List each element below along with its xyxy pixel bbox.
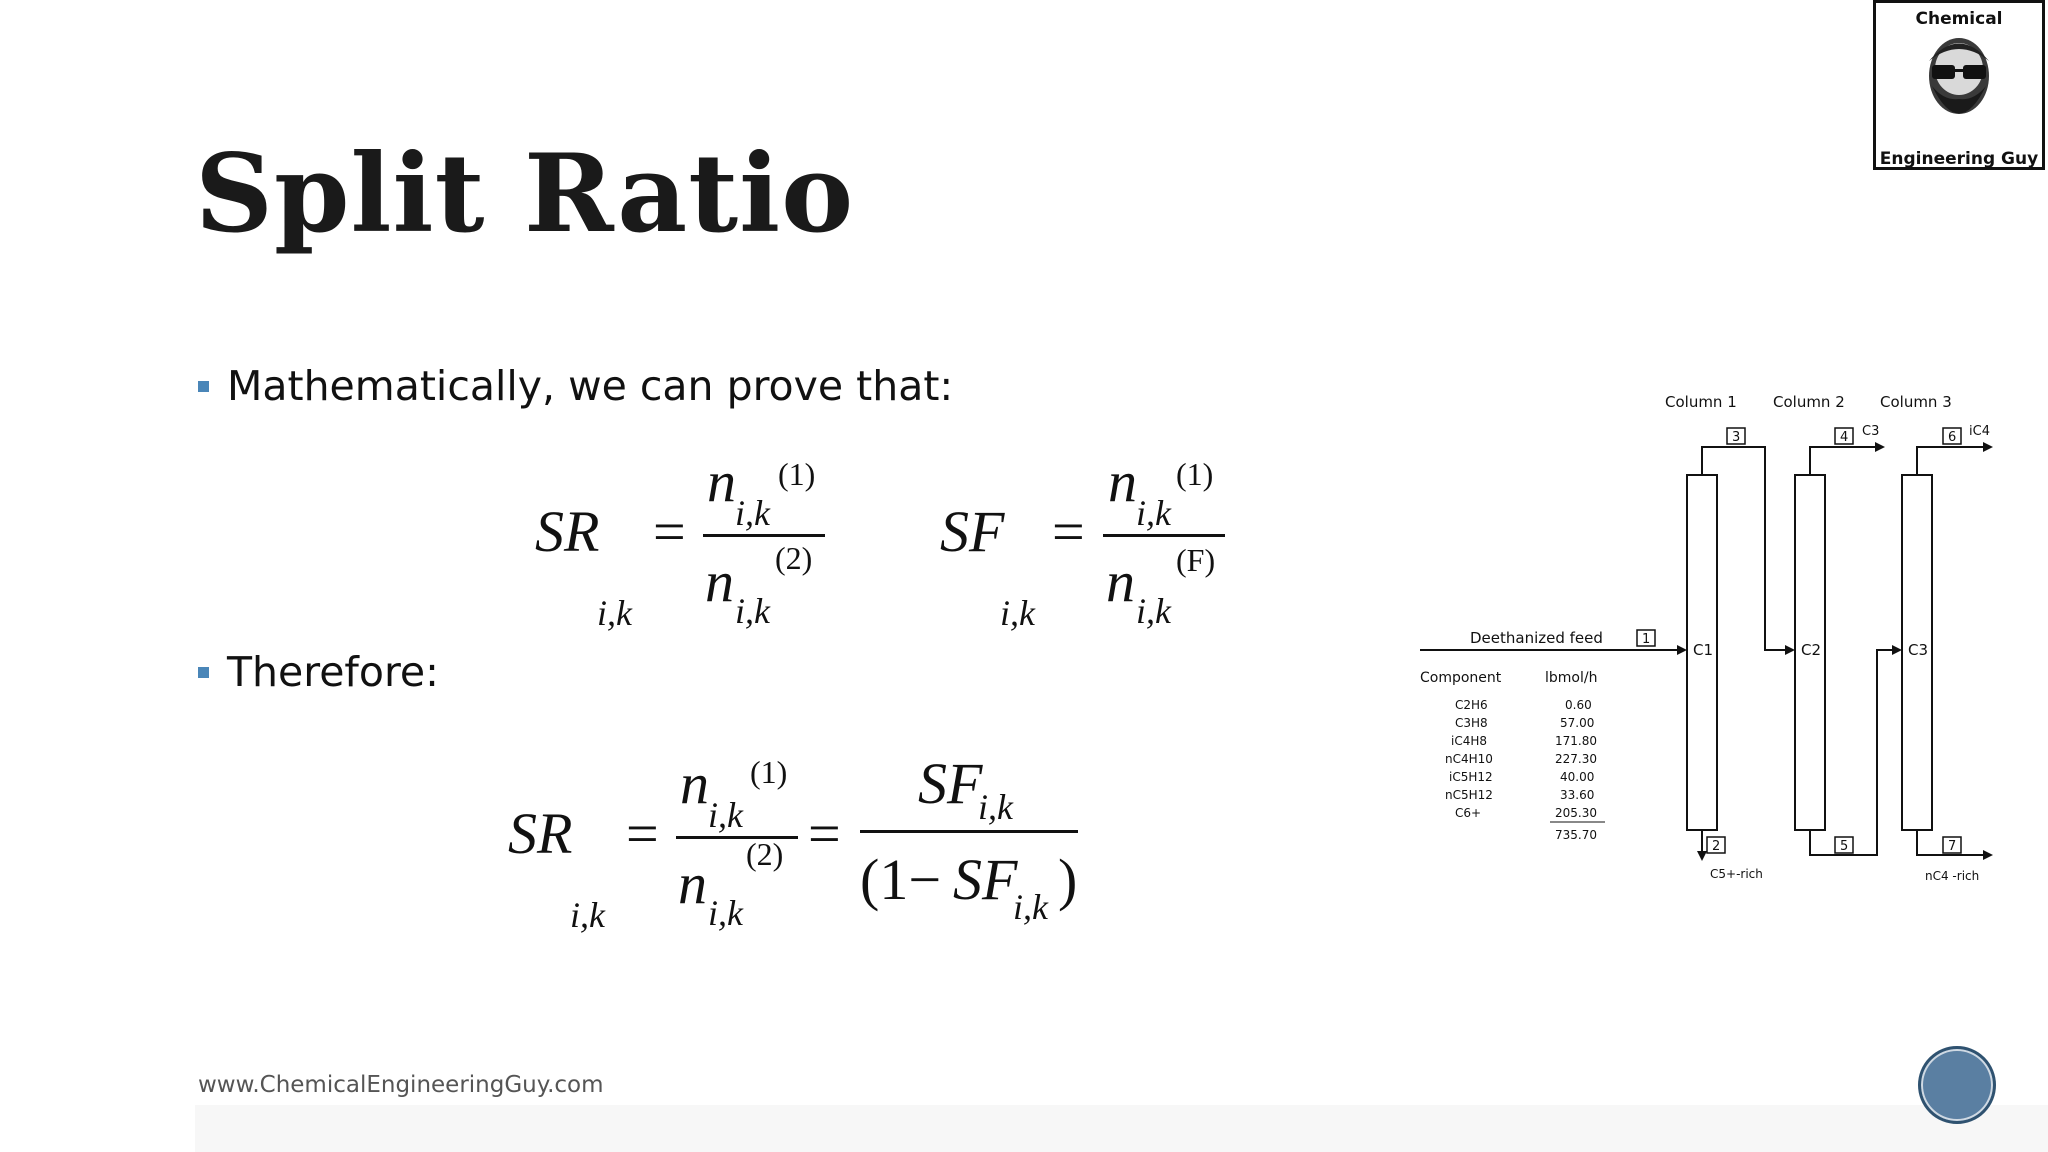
c2-id: C2 [1801,641,1822,659]
bullet-text: Mathematically, we can prove that: [227,362,954,410]
denominator-n: n [678,851,707,916]
denominator-n: n [1106,549,1135,614]
bearded-face-icon [1914,31,2004,136]
bullet-therefore [198,648,439,696]
denominator-open: (1− [860,847,942,912]
numerator-subscript: i,k [708,795,743,835]
table-component: nC4H10 [1445,752,1493,766]
stream-5-arrow [1892,645,1902,655]
denominator-close: ) [1058,847,1078,912]
feed-arrow [1677,645,1687,655]
stream-7: 7 [1948,839,1957,854]
denominator-superscript: (2) [746,836,784,872]
slide-title: Split Ratio [195,131,855,257]
equation-split-ratio [535,440,835,640]
numerator-superscript: (1) [1176,456,1214,492]
c3-output-label: C3 [1862,424,1880,439]
numerator-n: n [707,449,736,514]
stream-2: 2 [1712,839,1721,854]
distillation-train-diagram [1415,385,2015,905]
fraction-line-2 [860,830,1078,833]
denominator-n: n [705,549,734,614]
ic4-output-label: iC4 [1969,424,1990,439]
bullet-mathematically [198,362,953,410]
logo-line-1: Chemical [1915,9,2003,29]
numerator-superscript: (1) [778,456,816,492]
table-value: 0.60 [1565,698,1592,712]
channel-logo [1873,0,2045,170]
table-value: 205.30 [1555,806,1597,820]
numerator-superscript: (1) [750,754,788,790]
c1-id: C1 [1693,641,1714,659]
equals-sign: = [626,801,659,866]
column-3-label: Column 3 [1880,393,1952,411]
numerator-n: n [680,751,709,816]
table-component: iC5H12 [1449,770,1493,784]
equation-split-fraction [940,440,1240,640]
sr-symbol: SR [508,801,573,866]
footer-url: www.ChemicalEngineeringGuy.com [198,1072,604,1098]
table-component: nC5H12 [1445,788,1493,802]
equals-sign: = [653,499,686,564]
stream-5-line [1810,650,1900,855]
stream-4-line [1810,447,1880,475]
table-component: C3H8 [1455,716,1488,730]
denominator-subscript: i,k [1136,591,1171,631]
c5-rich-label: C5+-rich [1710,867,1763,881]
denominator-subscript: i,k [735,591,770,631]
table-value: 33.60 [1560,788,1595,802]
slide-nav-button[interactable] [1918,1046,1996,1124]
table-component: C6+ [1455,806,1482,820]
denominator-sf-subscript: i,k [1013,887,1048,927]
denominator-superscript: (2) [775,540,813,576]
denominator-superscript: (F) [1176,542,1216,578]
table-total: 735.70 [1555,828,1597,842]
stream-6-line [1917,447,1987,475]
equation-combined [508,742,1088,942]
nc4-rich-label: nC4 -rich [1925,869,1980,883]
logo-line-2: Engineering Guy [1879,149,2039,169]
stream-7-arrow [1983,850,1993,860]
feed-label: Deethanized feed [1470,629,1603,647]
stream-6: 6 [1948,430,1957,445]
table-value: 40.00 [1560,770,1595,784]
c3-id: C3 [1908,641,1929,659]
sf-subscript: i,k [1000,593,1035,633]
bullet-text: Therefore: [227,648,439,696]
column-2-label: Column 2 [1773,393,1845,411]
stream-5: 5 [1840,839,1849,854]
bullet-marker [198,667,209,678]
footer-band [195,1105,2048,1152]
table-value: 171.80 [1555,734,1597,748]
table-component: C2H6 [1455,698,1488,712]
denominator-sf: SF [953,847,1018,912]
stream-4: 4 [1840,430,1849,445]
sr-subscript: i,k [570,895,605,935]
table-component: iC4H8 [1451,734,1488,748]
numerator-subscript: i,k [735,493,770,533]
bullet-marker [198,381,209,392]
fraction-line [1103,534,1225,537]
table-header-lbmol: lbmol/h [1545,670,1598,686]
table-value: 57.00 [1560,716,1595,730]
stream-3: 3 [1732,430,1741,445]
stream-2-arrow [1697,851,1707,861]
fraction-line [703,534,825,537]
table-header-component: Component [1420,670,1502,686]
equals-sign-2: = [808,801,841,866]
numerator-n: n [1108,449,1137,514]
stream-1: 1 [1642,632,1651,647]
equals-sign: = [1052,499,1085,564]
numerator-sf-subscript: i,k [978,787,1013,827]
stream-3-line [1702,447,1793,650]
numerator-subscript: i,k [1136,493,1171,533]
stream-4-arrow [1875,442,1885,452]
stream-6-arrow [1983,442,1993,452]
sr-subscript: i,k [597,593,632,633]
numerator-sf: SF [918,751,983,816]
stream-3-arrow [1785,645,1795,655]
denominator-subscript: i,k [708,893,743,933]
sf-symbol: SF [940,499,1005,564]
sr-symbol: SR [535,499,600,564]
table-value: 227.30 [1555,752,1597,766]
column-1-label: Column 1 [1665,393,1737,411]
